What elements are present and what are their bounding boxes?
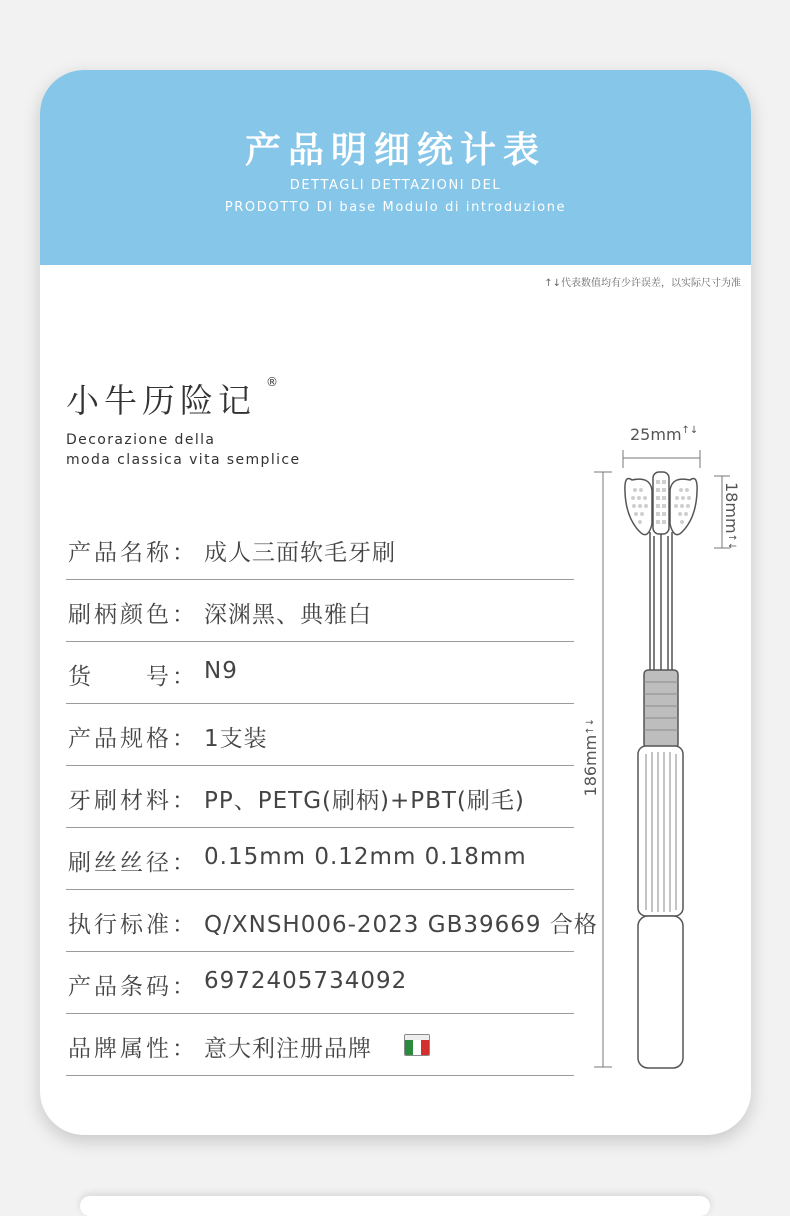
spec-row-handle-color [66, 580, 574, 642]
spec-label: 品牌属性： [68, 1036, 198, 1062]
spec-row-standard [66, 890, 598, 952]
italy-flag-icon [404, 1034, 430, 1056]
spec-value: 1支装 [204, 726, 268, 752]
spec-label: 刷柄颜色： [68, 602, 198, 628]
measurement-note: ↑↓代表数值均有少许误差，以实际尺寸为准 [544, 278, 741, 289]
spec-label: 牙刷材料： [68, 788, 198, 814]
spec-value: N9 [204, 658, 238, 684]
spec-row-product-name [66, 518, 574, 580]
spec-value: 6972405734092 [204, 968, 408, 994]
brush-head [625, 472, 697, 535]
head-height-value: 18mm [722, 482, 741, 534]
spec-value: PP、PETG(刷柄)+PBT(刷毛) [204, 788, 525, 814]
spec-label: 产品条码： [68, 974, 198, 1000]
header-banner [40, 70, 751, 265]
spec-card [40, 70, 751, 1135]
spec-value: 0.15mm 0.12mm 0.18mm [204, 844, 527, 870]
spec-label: 执行标准： [68, 912, 198, 938]
arrows-icon: ↑↓ [726, 533, 737, 551]
head-width-label [630, 425, 698, 444]
registered-mark: ® [266, 375, 278, 389]
spec-label: 产品规格： [68, 726, 198, 752]
spec-label: 刷丝丝径： [68, 850, 198, 876]
arrows-icon: ↑↓ [585, 718, 596, 735]
header-subtitle-line2: PRODOTTO DI base Modulo di introduzione [224, 200, 567, 215]
total-length-value: 186mm [581, 734, 600, 797]
spec-row-specification [66, 704, 574, 766]
head-height-label [722, 482, 741, 550]
spec-row-barcode [66, 952, 574, 1014]
spec-value: 深渊黑、典雅白 [204, 602, 372, 628]
spec-value: Q/XNSH006-2023 GB39669 合格 [204, 912, 598, 938]
head-width-value: 25mm [630, 425, 682, 444]
brand-logo-text: 小牛历险记 [66, 381, 256, 420]
brand-tagline-line1: Decorazione della [66, 432, 216, 448]
total-length-label [581, 718, 600, 796]
spec-label: 货 号： [68, 664, 198, 690]
arrows-icon: ↑↓ [681, 425, 699, 436]
spec-row-bristle-diameter [66, 828, 574, 890]
header-subtitle-line1: DETTAGLI DETTAZIONI DEL [289, 178, 502, 193]
spec-row-item-number [66, 642, 574, 704]
spec-label: 产品名称： [68, 540, 198, 566]
brush-neck [650, 532, 672, 670]
brand-tagline-line2: moda classica vita semplice [66, 452, 301, 468]
next-card-edge [80, 1196, 710, 1216]
page-title: 产品明细统计表 [244, 130, 546, 171]
spec-value: 成人三面软毛牙刷 [204, 540, 396, 566]
spec-row-brand-attribute [66, 1014, 574, 1076]
spec-row-material [66, 766, 574, 828]
spec-value: 意大利注册品牌 [204, 1036, 372, 1062]
